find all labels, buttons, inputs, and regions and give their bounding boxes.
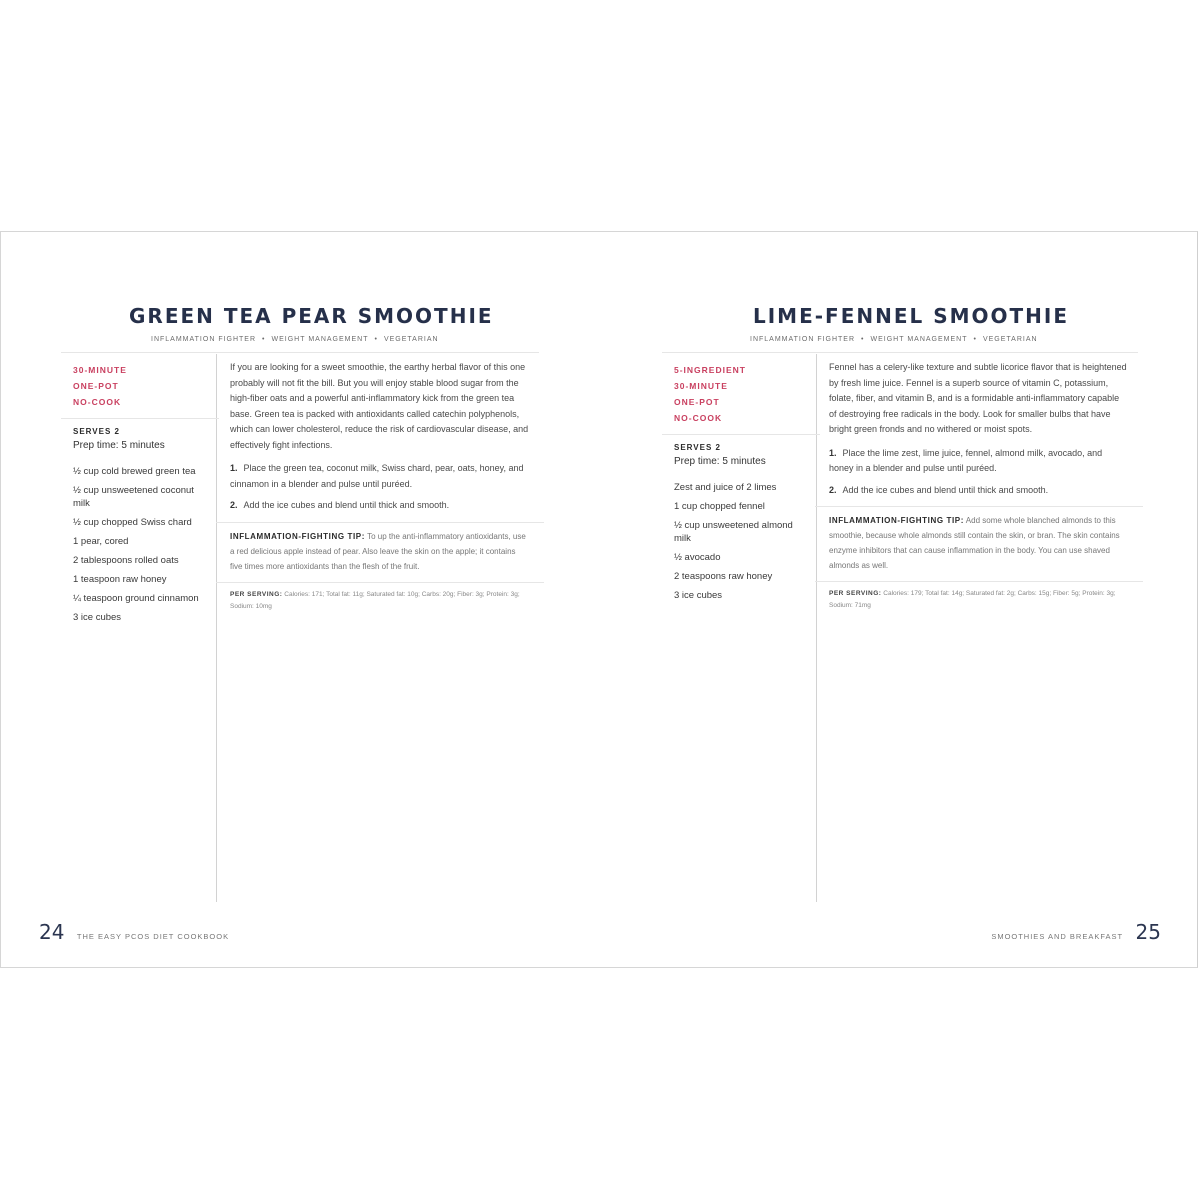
recipe-tags [151, 336, 439, 343]
badge: 30-MINUTE [674, 381, 728, 391]
nutrition-text: Calories: 171; Total fat: 11g; Saturated fat: 10g; Carbs: 20g; Fiber: 3g; Protein: 3g; Sodium: 10mg [230, 590, 520, 610]
badge: ONE-POT [73, 381, 119, 391]
ingredient: ½ cup unsweetened coconut milk [73, 485, 194, 509]
recipe-tags [750, 336, 1038, 343]
column-divider [816, 354, 817, 902]
steps-list [829, 446, 1129, 499]
page-number: 24 [39, 920, 65, 944]
recipe-sidebar [73, 362, 207, 630]
ingredient: 2 tablespoons rolled oats [73, 555, 179, 566]
recipe-intro: Fennel has a celery-like texture and subtle licorice flavor that is heightened by fresh lime juice. Fennel is a superb source of vitamin C, potassium, folate, fiber, and vitamin B, and is a formidable anti-inflammatory capable of destroying free radicals in the body. Look for smaller bulbs that have bright green fronds and no withered or moist spots. [829, 362, 1127, 434]
running-head: SMOOTHIES AND BREAKFAST [991, 932, 1124, 941]
ingredient: 1 cup chopped fennel [674, 501, 765, 512]
step-number: 2. [829, 484, 837, 495]
tag-separator: • [374, 336, 378, 343]
book-spread [0, 231, 1198, 968]
inflammation-tip [829, 507, 1129, 573]
ingredient-list [73, 465, 207, 624]
badge: 30-MINUTE [73, 365, 127, 375]
nutrition-info [829, 582, 1129, 612]
ingredient: 1 pear, cored [73, 536, 129, 547]
nutrition-info [230, 583, 530, 613]
header-divider [61, 352, 539, 353]
prep-time: Prep time: 5 minutes [674, 456, 766, 467]
recipe-intro: If you are looking for a sweet smoothie, the earthy herbal flavor of this one probably will not fit the bill. But you will enjoy stable blood sugar from the high-fiber oats and a powerful anti-inflammatory kick from the green tea base. Green tea is packed with antioxidants called catechin polyphenols, which can lower cholesterol, reduce the risk of cardiovascular disease, and effectively fight infections. [230, 362, 529, 450]
step-number: 1. [829, 447, 837, 458]
step-number: 1. [230, 463, 238, 473]
serves: SERVES 2 [73, 427, 120, 436]
inflammation-tip [230, 523, 530, 574]
step-number: 2. [230, 500, 238, 510]
nutrition-label: PER SERVING: [829, 590, 882, 597]
tip-label: INFLAMMATION-FIGHTING TIP: [230, 531, 365, 541]
step-text: Add the ice cubes and blend until thick and smooth. [842, 484, 1049, 495]
badge: NO-COOK [674, 413, 723, 423]
recipe-sidebar [674, 362, 808, 608]
page-footer [39, 920, 229, 944]
badge: 5-INGREDIENT [674, 365, 746, 375]
tag-separator: • [262, 336, 266, 343]
ingredient: ½ cup chopped Swiss chard [73, 517, 192, 528]
badge: NO-COOK [73, 397, 122, 407]
ingredient: ¼ teaspoon ground cinnamon [73, 593, 199, 604]
recipe-title: LIME-FENNEL SMOOTHIE [753, 304, 1070, 328]
prep-time: Prep time: 5 minutes [73, 440, 165, 451]
tag: INFLAMMATION FIGHTER [750, 336, 856, 343]
left-page [1, 232, 600, 967]
step-text: Add the ice cubes and blend until thick and smooth. [243, 500, 450, 510]
right-page [600, 232, 1199, 967]
page-footer [991, 920, 1161, 944]
sidebar-divider [662, 434, 820, 435]
recipe-body [829, 360, 1129, 612]
step [829, 483, 1129, 499]
recipe-title: GREEN TEA PEAR SMOOTHIE [129, 304, 494, 328]
ingredient: ½ avocado [674, 552, 721, 563]
step [230, 498, 530, 514]
tag: INFLAMMATION FIGHTER [151, 336, 257, 343]
ingredient: ½ cup cold brewed green tea [73, 466, 196, 477]
ingredient: 3 ice cubes [674, 590, 723, 601]
tag: VEGETARIAN [383, 336, 439, 343]
tag: VEGETARIAN [982, 336, 1038, 343]
ingredient: 2 teaspoons raw honey [674, 571, 773, 582]
step-text: Place the green tea, coconut milk, Swiss chard, pear, oats, honey, and cinnamon in a blender and pulse until puréed. [230, 463, 524, 489]
tip-text: To up the anti-inflammatory antioxidants, use a red delicious apple instead of pear. Also leave the skin on the apple; it contains five times more antioxidants than the flesh of the fruit. [230, 531, 526, 571]
ingredient: 3 ice cubes [73, 612, 122, 623]
badge: ONE-POT [674, 397, 720, 407]
ingredient-list [674, 481, 808, 602]
nutrition-label: PER SERVING: [230, 590, 283, 598]
header-divider [662, 352, 1138, 353]
tag: WEIGHT MANAGEMENT [870, 336, 968, 343]
column-divider [216, 354, 217, 902]
sidebar-divider [61, 418, 219, 419]
ingredient: Zest and juice of 2 limes [674, 482, 777, 493]
step [829, 446, 1129, 477]
steps-list [230, 461, 530, 514]
tag-separator: • [861, 336, 865, 343]
running-head: THE EASY PCOS DIET COOKBOOK [76, 932, 230, 941]
tag-separator: • [973, 336, 977, 343]
tag: WEIGHT MANAGEMENT [271, 336, 369, 343]
page-number: 25 [1135, 920, 1161, 944]
step-text: Place the lime zest, lime juice, fennel, almond milk, avocado, and honey in a blender and pulse until puréed. [829, 447, 1103, 473]
tip-text: Add some whole blanched almonds to this smoothie, because whole almonds still contain the skin, or bran. The skin contains enzyme inhibitors that can cause inflammation in the body. You can use shaved almonds as well. [829, 516, 1120, 570]
ingredient: 1 teaspoon raw honey [73, 574, 167, 585]
tip-label: INFLAMMATION-FIGHTING TIP: [829, 516, 964, 525]
serves: SERVES 2 [674, 443, 721, 452]
nutrition-text: Calories: 179; Total fat: 14g; Saturated fat: 2g; Carbs: 15g; Fiber: 5g; Protein: 3g; Sodium: 71mg [829, 590, 1116, 609]
ingredient: ½ cup unsweetened almond milk [674, 520, 793, 544]
recipe-body [230, 360, 530, 613]
step [230, 461, 530, 492]
